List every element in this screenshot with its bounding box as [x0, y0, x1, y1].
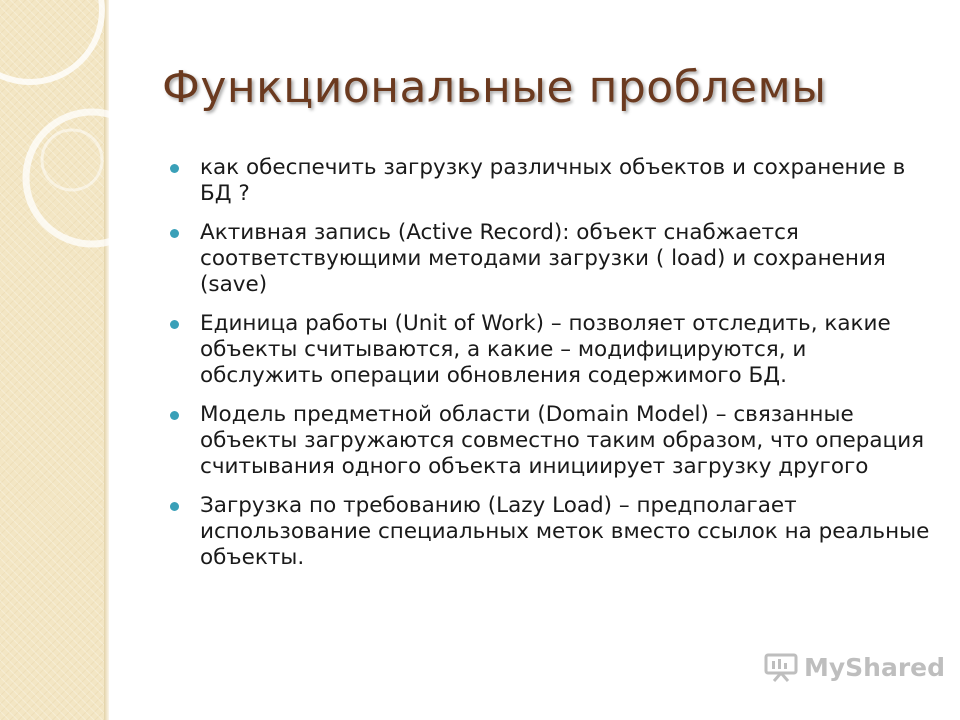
bullet-item [170, 311, 935, 389]
bullet-dot-icon [170, 164, 179, 173]
watermark-text: MyShared [804, 652, 946, 682]
bullet-text: Модель предметной области (Domain Model) – связанные объекты загружаются совместно таким образом, что операция считывания одного объекта инициирует загрузку другого [200, 402, 925, 479]
bullet-text: Единица работы (Unit of Work) – позволяет отследить, какие объекты считываются, а какие – модифицируются, и обслужить операции обновления содержимого БД. [200, 311, 891, 388]
bullet-dot-icon [170, 502, 179, 511]
bullet-item [170, 155, 935, 207]
slide-title: Функциональные проблемы [162, 62, 827, 113]
bullet-dot-icon [170, 411, 179, 420]
decor-ring-inner [42, 130, 102, 190]
decor-ring-top [0, 0, 102, 82]
bullet-text: Активная запись (Active Record): объект снабжается соответствующими методами загрузки ( load) и сохранения (save) [200, 220, 886, 297]
bullet-item [170, 402, 935, 480]
bullet-item [170, 220, 935, 298]
presentation-board-icon [764, 652, 798, 682]
bullet-text: как обеспечить загрузку различных объектов и сохранение в БД ? [200, 155, 906, 206]
decor-ring-middle [26, 112, 158, 244]
bullet-text: Загрузка по требованию (Lazy Load) – предполагает использование специальных меток вместо ссылок на реальные объекты. [200, 493, 930, 570]
bullet-dot-icon [170, 320, 179, 329]
watermark [764, 652, 945, 682]
bullet-item [170, 493, 935, 571]
bullet-list [170, 155, 935, 584]
bullet-dot-icon [170, 229, 179, 238]
